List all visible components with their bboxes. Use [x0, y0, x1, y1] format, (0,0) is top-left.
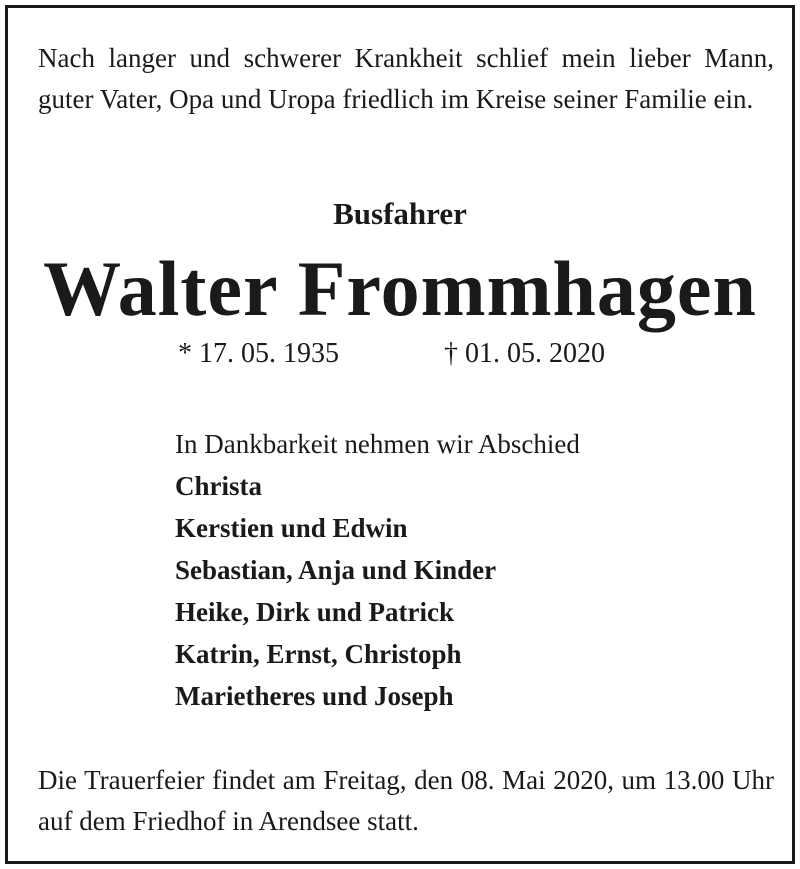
mourner-item: Sebastian, Anja und Kinder — [175, 555, 497, 585]
mourner-item: Katrin, Ernst, Christoph — [175, 639, 462, 669]
deceased-name: Walter Frommhagen — [43, 245, 757, 332]
farewell-line: In Dankbarkeit nehmen wir Abschied — [175, 429, 580, 459]
mourner-item: Kerstien und Edwin — [175, 513, 408, 543]
mourner-item: Marietheres und Joseph — [175, 681, 454, 711]
obituary-frame — [5, 5, 795, 864]
intro-text: Nach langer und schwerer Krankheit schlief mein lieber Mann, guter Vater, Opa und Uropa friedlich im Kreise seiner Familie ein. — [38, 43, 774, 114]
mourner-item: Christa — [175, 471, 262, 501]
birth-date: * 17. 05. 1935 — [178, 338, 339, 369]
death-date: † 01. 05. 2020 — [444, 338, 605, 369]
mourners-list — [175, 423, 580, 717]
mourner-item: Heike, Dirk und Patrick — [175, 597, 455, 627]
profession: Busfahrer — [333, 196, 467, 231]
funeral-info: Die Trauerfeier findet am Freitag, den 08. Mai 2020, um 13.00 Uhr auf dem Friedhof in Arendsee statt. — [38, 765, 774, 836]
